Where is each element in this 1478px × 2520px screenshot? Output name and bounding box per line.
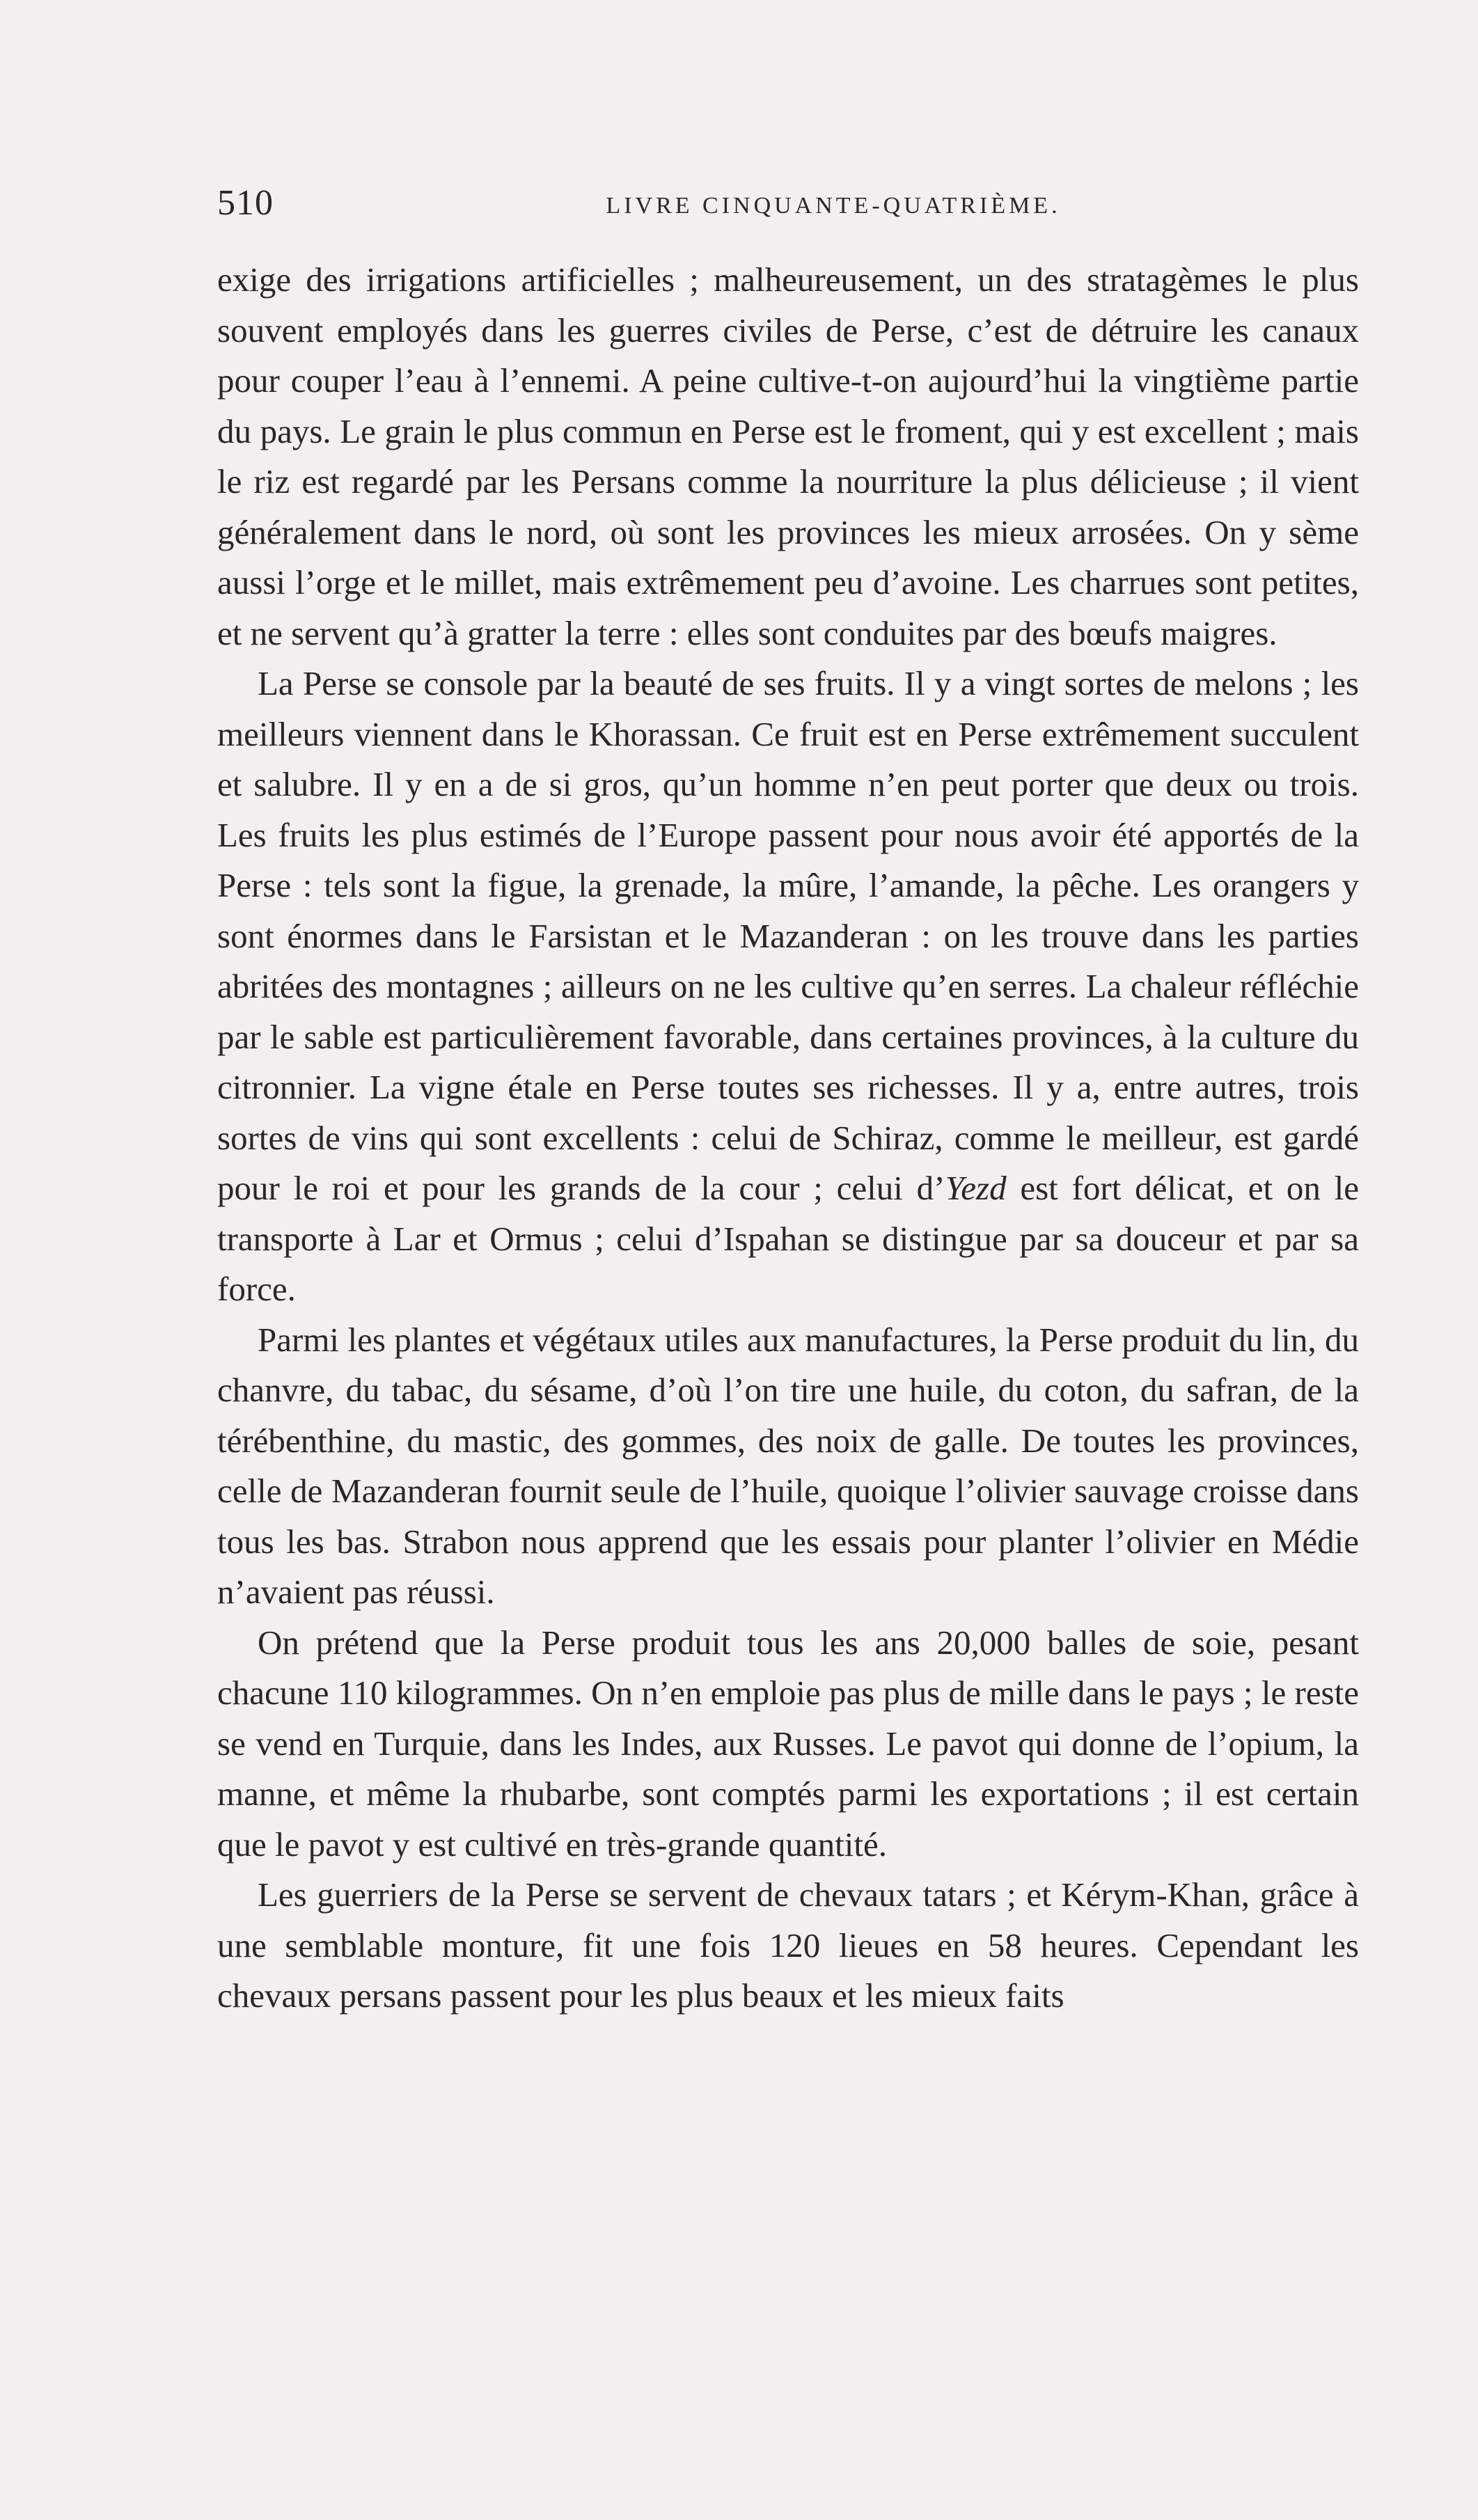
yezd-italic: Yezd xyxy=(945,1169,1007,1207)
running-head xyxy=(217,182,1359,231)
body-text xyxy=(217,255,1359,2022)
running-title: LIVRE CINQUANTE-QUATRIÈME. xyxy=(606,193,1061,219)
paragraph-silk: On prétend que la Perse produit tous les ans 20,000 balles de soie, pesant chacune 110 kilogrammes. On n’en emploie pas plus de mille dans le pays ; le reste se vend en Turquie, dans les Indes, aux Russes. Le pavot qui donne de l’opium, la manne, et même la rhubarbe, sont comptés parmi les exportations ; il est certain que le pavot y est cultivé en très-grande quantité. xyxy=(217,1623,1359,1864)
paragraph-irrigation: exige des irrigations artificielles ; malheureusement, un des stratagèmes le plus souvent employés dans les guerres civiles de Perse, c’est de détruire les canaux pour couper l’eau à l’ennemi. A peine cultive-t-on aujourd’hui la vingtième partie du pays. Le grain le plus commun en Perse est le froment, qui y est excellent ; mais le riz est regardé par les Persans comme la nourriture la plus délicieuse ; il vient généralement dans le nord, où sont les provinces les mieux arrosées. On y sème aussi l’orge et le millet, mais extrêmement peu d’avoine. Les charrues sont petites, et ne servent qu’à gratter la terre : elles sont conduites par des bœufs maigres. xyxy=(217,260,1359,652)
paragraph-plants: Parmi les plantes et végétaux utiles aux manufactures, la Perse produit du lin, du chanvre, du tabac, du sésame, d’où l’on tire une huile, du coton, du safran, de la térébenthine, du mastic, des gommes, des noix de galle. De toutes les provinces, celle de Mazanderan fournit seule de l’huile, quoique l’olivier sauvage croisse dans tous les bas. Strabon nous apprend que les essais pour planter l’olivier en Médie n’avaient pas réussi. xyxy=(217,1320,1359,1611)
paragraph-fruits-text: La Perse se console par la beauté de ses fruits. Il y a vingt sortes de melons ; les meilleurs viennent dans le Khorassan. Ce fruit est en Perse extrêmement succulent et salubre. Il y en a de si gros, qu’un homme n’en peut porter que deux ou trois. Les fruits les plus estimés de l’Europe passent pour nous avoir été apportés de la Perse : tels sont la figue, la grenade, la mûre, l’amande, la pêche. Les orangers y sont énormes dans le Farsistan et le Mazanderan : on les trouve dans les parties abritées des montagnes ; ailleurs on ne les cultive qu’en serres. La chaleur réfléchie par le sable est particulièrement favorable, dans certaines provinces, à la culture du citronnier. La vigne étale en Perse toutes ses richesses. Il y a, entre autres, trois sortes de vins qui sont excellents : celui de Schiraz, comme le meilleur, est gardé pour le roi et pour les grands de la cour ; celui d’ xyxy=(217,664,1359,1207)
page-number: 510 xyxy=(217,183,274,223)
paragraph-horses: Les guerriers de la Perse se servent de chevaux tatars ; et Kérym-Khan, grâce à une semblable monture, fit une fois 120 lieues en 58 heures. Cependant les chevaux persans passent pour les plus beaux et les mieux faits xyxy=(217,1875,1359,2015)
paragraph-fruits xyxy=(217,659,1359,1315)
paragraph-fruits-tail: est fort délicat, et on le transporte à Lar et Ormus ; celui d’Ispahan se distingue par sa douceur et par sa force. xyxy=(217,1169,1359,1308)
